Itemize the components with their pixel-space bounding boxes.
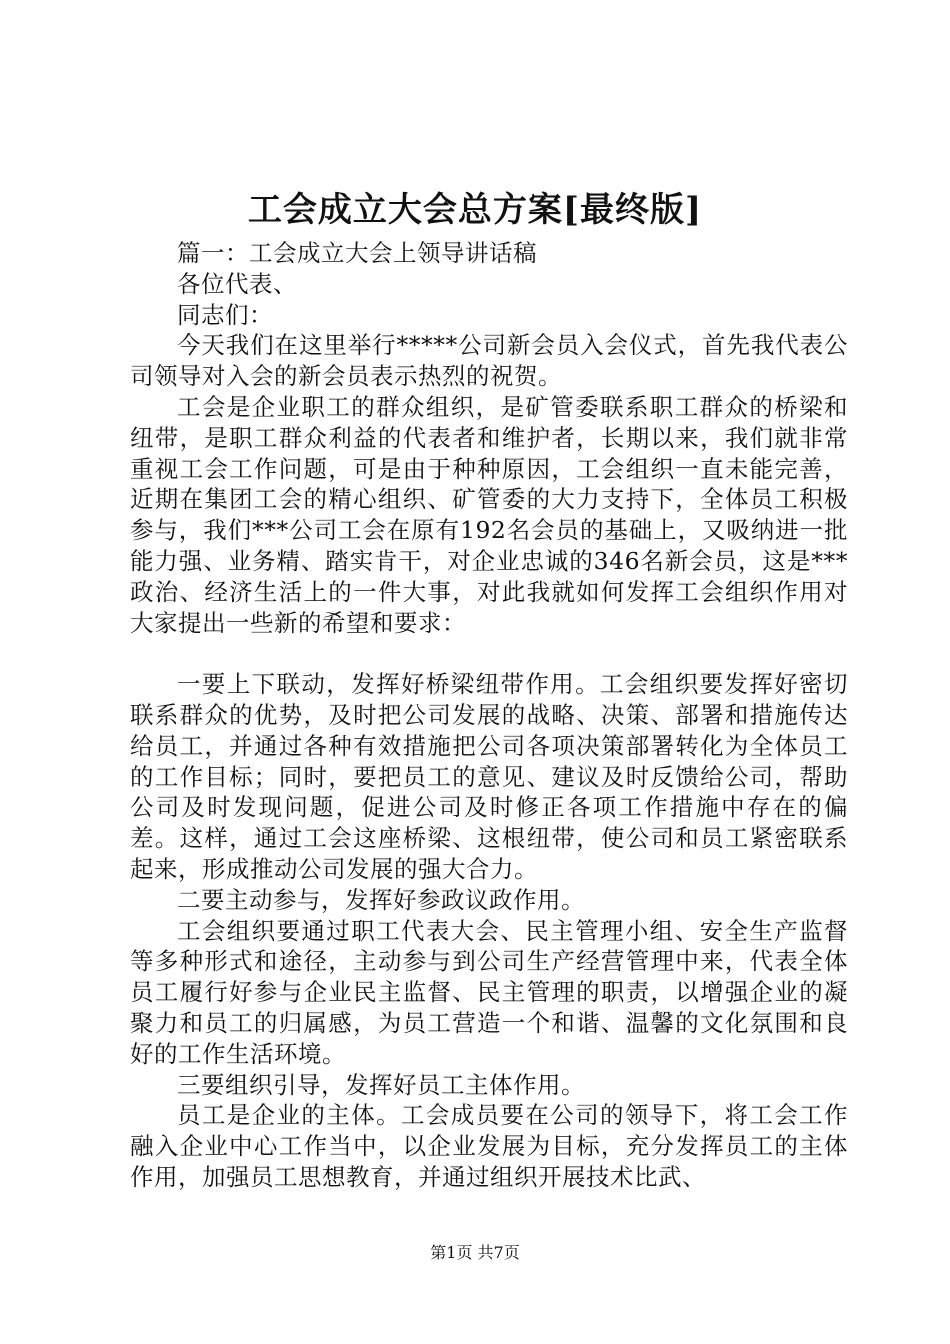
- salutation-line: 同志们：: [177, 300, 273, 329]
- body-paragraph: 工会组织要通过职工代表大会、民主管理小组、安全生产监督等多种形式和途径，主动参与到公司生产经营管理中来，代表全体员工履行好参与企业民主监督、民主管理的职责，以增强企业的凝聚力和员工的归属感，为员工营造一个和谐、温馨的文化氛围和良好的工作生活环境。: [130, 916, 848, 1068]
- page-footer: [0, 1242, 950, 1264]
- page-indicator: 第1页 共7页: [430, 1243, 520, 1262]
- point-heading: 三要组织引导，发挥好员工主体作用。: [177, 1070, 585, 1099]
- body-paragraph: 一要上下联动，发挥好桥梁纽带作用。工会组织要发挥好密切联系群众的优势，及时把公司发展的战略、决策、部署和措施传达给员工，并通过各种有效措施把公司各项决策部署转化为全体员工的工作目标；同时，要把员工的意见、建议及时反馈给公司，帮助公司及时发现问题，促进公司及时修正各项工作措施中存在的偏差。这样，通过工会这座桥梁、这根纽带，使公司和员工紧密联系起来，形成推动公司发展的强大合力。: [130, 670, 848, 883]
- body-paragraph: 今天我们在这里举行*****公司新会员入会仪式，首先我代表公司领导对入会的新会员表示热烈的祝贺。: [130, 331, 848, 391]
- point-heading: 二要主动参与，发挥好参政议政作用。: [177, 885, 585, 914]
- body-paragraph: 工会是企业职工的群众组织，是矿管委联系职工群众的桥梁和纽带，是职工群众利益的代表者和维护者，长期以来，我们就非常重视工会工作问题，可是由于种种原因，工会组织一直未能完善，近期在集团工会的精心组织、矿管委的大力支持下，全体员工积极参与，我们***公司工会在原有192名会员的基础上，又吸纳进一批能力强、业务精、踏实肯干，对企业忠诚的346名新会员，这是***政治、经济生活上的一件大事，对此我就如何发挥工会组织作用对大家提出一些新的希望和要求：: [130, 392, 848, 637]
- document-title: 工会成立大会总方案[最终版]: [247, 190, 703, 230]
- body-paragraph: 员工是企业的主体。工会成员要在公司的领导下，将工会工作融入企业中心工作当中，以企业发展为目标，充分发挥员工的主体作用，加强员工思想教育，并通过组织开展技术比武、: [130, 1101, 848, 1191]
- paragraph-spacer: [130, 638, 848, 669]
- salutation-line: 各位代表、: [177, 269, 297, 298]
- document-body: [130, 238, 848, 1193]
- section-heading: 篇一：工会成立大会上领导讲话稿: [177, 239, 537, 267]
